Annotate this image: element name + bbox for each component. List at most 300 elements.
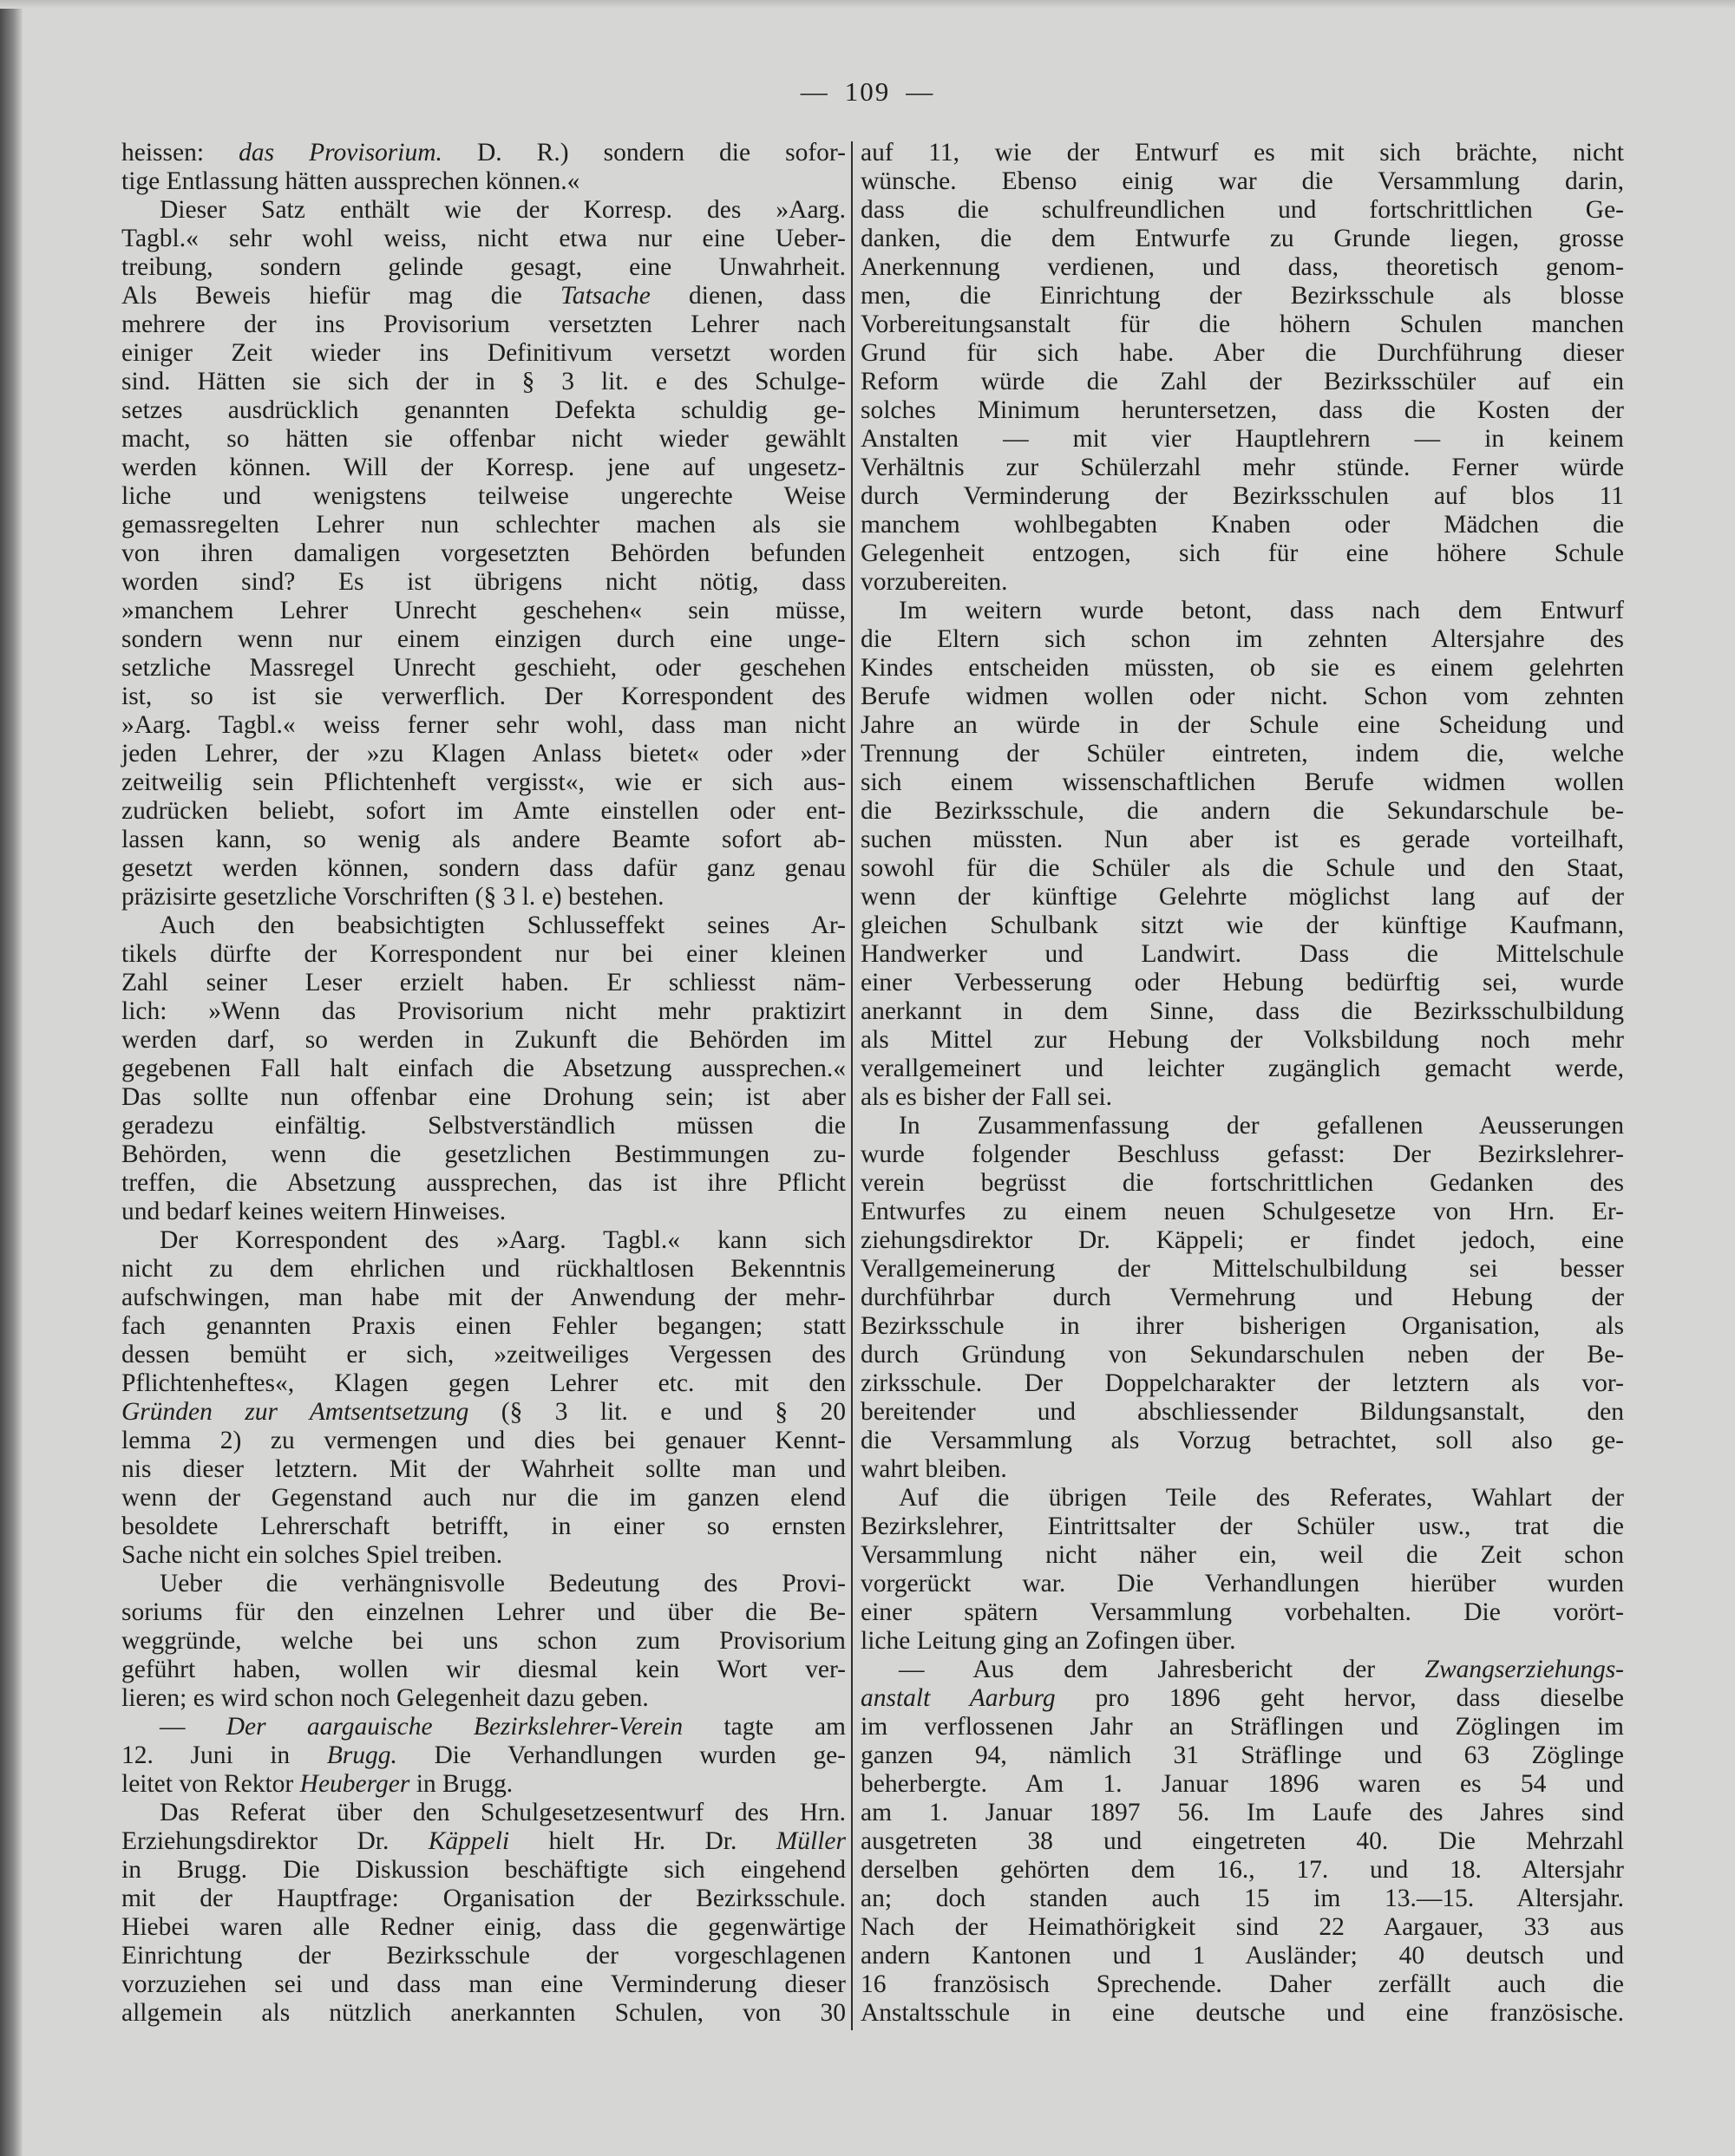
text-line [121,1713,846,1741]
text-line [861,997,1624,1026]
text-line [121,511,846,539]
text-line [121,826,846,854]
text-line [861,1541,1624,1570]
text-line [861,1255,1624,1284]
text-line [861,282,1624,310]
text-run: im verflossenen Jahr an Sträflingen und Zöglingen im [861,1713,1624,1741]
italic-emphasis: Brugg. [326,1741,397,1769]
text-run: wenn der Gegenstand auch nur die im ganzen elend [121,1484,846,1512]
text-run: Im weitern wurde betont, dass nach dem Entwurf [899,597,1624,624]
text-run: Ueber die verhängnisvolle Bedeutung des Provi- [160,1570,846,1597]
text-line [861,597,1624,625]
text-line [861,1427,1624,1455]
text-run: suchen müssten. Nun aber ist es gerade vorteilhaft, [861,826,1624,853]
text-run: durch Verminderung der Bezirksschulen auf blos 11 [861,482,1624,510]
text-line [121,1427,846,1455]
text-run: an; doch standen auch 15 im 13.—15. Altersjahr. [861,1885,1624,1912]
text-run: Bezirkslehrer, Eintrittsalter der Schüler usw., trat die [861,1512,1624,1540]
text-run: präzisirte gesetzliche Vorschriften (§ 3 l. e) bestehen. [121,883,665,911]
text-line [121,282,846,310]
text-line [861,1140,1624,1169]
text-line [861,1398,1624,1427]
text-run: soriums für den einzelnen Lehrer und über die Be- [121,1598,846,1626]
text-line [121,1455,846,1484]
text-line [121,1856,846,1885]
text-line [121,482,846,511]
text-run: Das sollte nun offenbar eine Drohung sein; ist aber [121,1083,846,1111]
text-run: andern Kantonen und 1 Ausländer; 40 deutsch und [861,1942,1624,1970]
text-run: (§ 3 lit. e und § 20 [468,1398,846,1426]
text-run: Erziehungsdirektor Dr. [121,1827,429,1855]
text-run: Das Referat über den Schulgesetzesentwurf des Hrn. [160,1799,846,1826]
text-run: Jahre an würde in der Schule eine Scheidung und [861,711,1624,739]
text-line [861,425,1624,454]
text-run: zirksschule. Der Doppelcharakter der letztern als vor- [861,1369,1624,1397]
text-run: vorgerückt war. Die Verhandlungen hierüber wurden [861,1570,1624,1597]
italic-emphasis: Der aargauische Bezirkslehrer-Verein [226,1713,684,1741]
paragraph [121,1226,846,1570]
text-run: einiger Zeit wieder ins Definitivum versetzt worden [121,339,846,367]
text-run: Hiebei waren alle Redner einig, dass die gegenwärtige [121,1913,846,1941]
text-run: wahrt bleiben. [861,1455,1007,1483]
text-run: dessen bemüht er sich, »zeitweiliges Vergessen des [121,1341,846,1369]
text-run: ausgetreten 38 und eingetreten 40. Die Mehrzahl [861,1827,1624,1855]
text-run: beherbergte. Am 1. Januar 1896 waren es 54 und [861,1770,1624,1798]
text-line [861,339,1624,368]
text-run: Vorbereitungsanstalt für die höhern Schulen manchen [861,310,1624,338]
text-line [861,1856,1624,1885]
text-run: macht, so hätten sie offenbar nicht wieder gewählt [121,425,846,453]
text-run: besoldete Lehrerschaft betrifft, in einer so ernsten [121,1512,846,1540]
text-line [121,1484,846,1512]
text-line [121,1198,846,1226]
text-run: 12. Juni in [121,1741,327,1769]
text-line [861,654,1624,683]
italic-emphasis: anstalt Aarburg [861,1684,1056,1712]
italic-emphasis: Heuberger [299,1770,410,1798]
text-line [121,396,846,425]
text-run: einer Verbesserung oder Hebung bedürftig sei, wurde [861,969,1624,996]
page-header [0,76,1735,108]
text-run: gemassregelten Lehrer nun schlechter machen als sie [121,511,846,539]
text-run: Behörden, wenn die gesetzlichen Bestimmungen zu- [121,1140,846,1168]
text-line [861,1713,1624,1741]
text-run: solches Minimum heruntersetzen, dass die Kosten der [861,396,1624,424]
text-line [861,482,1624,511]
scan-top-shadow [0,0,1735,9]
text-line [121,1255,846,1284]
text-run: lassen kann, so wenig als andere Beamte sofort ab- [121,826,846,853]
text-line [121,683,846,711]
text-line [121,454,846,482]
italic-emphasis: Tatsache [560,282,651,310]
text-run: zeitweilig sein Pflichtenheft vergisst«, wie er sich aus- [121,768,846,796]
text-run: in Brugg. [409,1770,514,1798]
text-run: Einrichtung der Bezirksschule der vorgeschlagenen [121,1942,846,1970]
text-run: heissen: [121,139,239,167]
text-run: und bedarf keines weitern Hinweises. [121,1198,507,1225]
text-run: Trennung der Schüler eintreten, indem die, welche [861,740,1624,768]
text-run: tige Entlassung hätten aussprechen können.« [121,167,580,195]
text-run: weggründe, welche bei uns schon zum Provisorium [121,1627,846,1655]
text-run: In Zusammenfassung der gefallenen Aeusserungen [899,1112,1624,1140]
text-run: lieren; es wird schon noch Gelegenheit dazu geben. [121,1684,649,1712]
text-run: Dieser Satz enthält wie der Korresp. des »Aarg. [160,196,846,224]
text-line [861,1169,1624,1198]
text-run: vorzuziehen sei und dass man eine Verminderung dieser [121,1970,846,1998]
text-run: die Versammlung als Vorzug betrachtet, soll also ge- [861,1427,1624,1454]
text-line [861,1026,1624,1055]
text-run: vorzubereiten. [861,568,1008,596]
text-run: verein begrüsst die fortschrittlichen Gedanken des [861,1169,1624,1197]
text-run: worden sind? Es ist übrigens nicht nötig, dass [121,568,846,596]
text-run: werden können. Will der Korresp. jene auf ungesetz- [121,454,846,481]
text-run: tikels dürfte der Korrespondent nur bei einer kleinen [121,940,846,968]
text-line [861,1741,1624,1770]
text-run: Grund für sich habe. Aber die Durchführung dieser [861,339,1624,367]
text-run: Auch den beabsichtigten Schlusseffekt seines Ar- [160,911,846,939]
text-run: die Eltern sich schon im zehnten Altersjahre des [861,625,1624,653]
text-run: Reform würde die Zahl der Bezirksschüler auf ein [861,368,1624,395]
text-line [121,1140,846,1169]
text-run: lemma 2) zu vermengen und dies bei genauer Kennt- [121,1427,846,1454]
text-run: dienen, dass [650,282,847,310]
text-run: sondern wenn nur einem einzigen durch eine unge- [121,625,846,653]
text-line [861,1112,1624,1140]
text-run: in Brugg. Die Diskussion beschäftigte sich eingehend [121,1856,846,1884]
text-run: D. R.) sondern die sofor- [442,139,846,167]
paragraph [121,196,846,911]
text-run: am 1. Januar 1897 56. Im Laufe des Jahres sind [861,1799,1624,1826]
text-run: — [160,1713,226,1741]
text-line [861,139,1624,167]
text-line [121,1942,846,1970]
text-line [121,1226,846,1255]
text-line [861,826,1624,854]
text-line [861,368,1624,396]
text-line [121,997,846,1026]
text-run: »Aarg. Tagbl.« weiss ferner sehr wohl, dass man nicht [121,711,846,739]
text-line [861,883,1624,911]
text-line [121,1341,846,1369]
text-line [121,167,846,196]
text-run: tagte am [683,1713,846,1741]
text-line [121,310,846,339]
text-line [121,1570,846,1598]
text-line [861,1055,1624,1083]
text-run: treffen, die Absetzung aussprechen, das ist ihre Pflicht [121,1169,846,1197]
paragraph [121,139,846,196]
text-line [121,854,846,883]
text-run: verallgemeinert und leichter zugänglich gemacht werde, [861,1055,1624,1082]
paragraph [861,1484,1624,1656]
text-run: Auf die übrigen Teile des Referates, Wahlart der [899,1484,1624,1512]
text-run: Berufe widmen wollen oder nicht. Schon vom zehnten [861,683,1624,710]
text-run: manchem wohlbegabten Knaben oder Mädchen die [861,511,1624,539]
text-line [121,339,846,368]
text-run: durchführbar durch Vermehrung und Hebung der [861,1284,1624,1311]
text-line [121,539,846,568]
text-run: lich: »Wenn das Provisorium nicht mehr praktizirt [121,997,846,1025]
text-run: setzes ausdrücklich genannten Defekta schuldig ge- [121,396,846,424]
text-line [121,1169,846,1198]
text-line [861,854,1624,883]
text-line [861,511,1624,539]
text-run: derselben gehörten dem 16., 17. und 18. Altersjahr [861,1856,1624,1884]
text-run: Der Korrespondent des »Aarg. Tagbl.« kann sich [160,1226,846,1254]
text-line [121,1026,846,1055]
left-column [121,139,846,2028]
text-run: aufschwingen, man habe mit der Anwendung der mehr- [121,1284,846,1311]
text-run: sowohl für die Schüler als die Schule und den Staat, [861,854,1624,882]
text-run: Zahl seiner Leser erzielt haben. Er schliesst näm- [121,969,846,996]
text-line [861,797,1624,826]
italic-emphasis: Müller [776,1827,847,1855]
text-line [121,1369,846,1398]
text-line [861,1913,1624,1942]
text-line [861,1656,1624,1684]
paragraph [121,1570,846,1713]
text-run: sich einem wissenschaftlichen Berufe widmen wollen [861,768,1624,796]
header-dash-right: — [906,76,935,107]
text-line [121,768,846,797]
text-line [121,568,846,597]
text-run: geführt haben, wollen wir diesmal kein Wort ver- [121,1656,846,1683]
text-line [121,425,846,454]
text-line [121,597,846,625]
paragraph [121,911,846,1226]
header-dash-left: — [800,76,829,107]
text-line [121,1999,846,2028]
page-number: 109 [844,76,891,107]
text-run: jeden Lehrer, der »zu Klagen Anlass bietet« oder »der [121,740,846,768]
text-line [121,1512,846,1541]
text-run: fach genannten Praxis einen Fehler begangen; statt [121,1312,846,1340]
text-run: bereitender und abschliessender Bildungsanstalt, den [861,1398,1624,1426]
text-line [121,1770,846,1799]
text-line [861,940,1624,969]
text-run: Als Beweis hiefür mag die [121,282,561,310]
text-run: liche und wenigstens teilweise ungerechte Weise [121,482,846,510]
text-run: Versammlung nicht näher ein, weil die Zeit schon [861,1541,1624,1569]
text-run: dass die schulfreundlichen und fortschrittlichen Ge- [861,196,1624,224]
text-run: hielt Hr. Dr. [509,1827,776,1855]
text-line [861,310,1624,339]
text-line [861,539,1624,568]
text-run: Die Verhandlungen wurden ge- [396,1741,846,1769]
text-run: wünsche. Ebenso einig war die Versammlung darin, [861,167,1624,195]
text-line [121,797,846,826]
text-line [861,1083,1624,1112]
text-run: danken, die dem Entwurfe zu Grunde liegen, grosse [861,225,1624,252]
text-line [861,1770,1624,1799]
text-line [121,1913,846,1942]
text-run: geradezu einfältig. Selbstverständlich müssen die [121,1112,846,1140]
text-line [121,883,846,911]
text-run: pro 1896 geht hervor, dass dieselbe [1055,1684,1624,1712]
text-line [861,1999,1624,2028]
text-line [861,768,1624,797]
text-run: men, die Einrichtung der Bezirksschule als blosse [861,282,1624,310]
text-line [121,1827,846,1856]
right-column [861,139,1624,2028]
text-line [121,1885,846,1913]
text-run: nis dieser letztern. Mit der Wahrheit sollte man und [121,1455,846,1483]
paragraph [861,597,1624,1112]
text-line [121,196,846,225]
text-line [121,1284,846,1312]
text-line [861,167,1624,196]
column-divider [851,141,853,2030]
text-run: gleichen Schulbank sitzt wie der künftige Kaufmann, [861,911,1624,939]
text-line [121,1055,846,1083]
text-line [121,1598,846,1627]
text-line [861,196,1624,225]
text-run: Tagbl.« sehr wohl weiss, nicht etwa nur eine Ueber- [121,225,846,252]
text-run: allgemein als nützlich anerkannten Schulen, von 30 [121,1999,846,2027]
text-line [121,940,846,969]
text-run: Verallgemeinerung der Mittelschulbildung sei besser [861,1255,1624,1283]
text-run: »manchem Lehrer Unrecht geschehen« sein müsse, [121,597,846,624]
text-line [861,1970,1624,1999]
text-line [861,454,1624,482]
text-run: zudrücken beliebt, sofort im Amte einstellen oder ent- [121,797,846,825]
text-run: gesetzt werden können, sondern dass dafür ganz genau [121,854,846,882]
text-line [121,1656,846,1684]
italic-emphasis: Käppeli [428,1827,510,1855]
text-run: Gelegenheit entzogen, sich für eine höhere Schule [861,539,1624,567]
text-line [861,1455,1624,1484]
text-run: wenn der künftige Gelehrte möglichst lang auf der [861,883,1624,911]
text-line [861,1627,1624,1656]
text-line [861,740,1624,768]
text-line [861,911,1624,940]
text-line [861,1198,1624,1226]
text-line [121,1083,846,1112]
text-line [861,1312,1624,1341]
text-line [861,711,1624,740]
text-run: ganzen 94, nämlich 31 Sträflinge und 63 Zöglinge [861,1741,1624,1769]
text-run: Verhältnis zur Schülerzahl mehr stünde. Ferner würde [861,454,1624,481]
paragraph [861,1112,1624,1484]
text-run: leitet von Rektor [121,1770,300,1798]
italic-emphasis: Gründen zur Amtsentsetzung [121,1398,469,1426]
text-run: Handwerker und Landwirt. Dass die Mittelschule [861,940,1624,968]
text-line [121,654,846,683]
text-line [121,1684,846,1713]
text-line [121,225,846,253]
text-line [121,1741,846,1770]
text-line [861,1942,1624,1970]
text-line [121,740,846,768]
paragraph [121,1799,846,2028]
text-run: von ihren damaligen vorgesetzten Behörden befunden [121,539,846,567]
text-line [121,911,846,940]
text-line [861,1484,1624,1512]
text-line [861,225,1624,253]
text-line [121,625,846,654]
text-line [861,625,1624,654]
text-run: ziehungsdirektor Dr. Käppeli; er findet jedoch, eine [861,1226,1624,1254]
text-line [861,1684,1624,1713]
text-run: liche Leitung ging an Zofingen über. [861,1627,1236,1655]
text-run: nicht zu dem ehrlichen und rückhaltlosen Bekenntnis [121,1255,846,1283]
text-line [861,1885,1624,1913]
text-run: Kindes entscheiden müssten, ob sie es einem gelehrten [861,654,1624,682]
text-line [861,683,1624,711]
text-run: Bezirksschule in ihrer bisherigen Organisation, als [861,1312,1624,1340]
text-line [121,711,846,740]
text-line [861,1598,1624,1627]
text-line [861,1284,1624,1312]
text-run: Nach der Heimathörigkeit sind 22 Aargauer, 33 aus [861,1913,1624,1941]
text-line [121,1541,846,1570]
paragraph [861,139,1624,597]
text-run: die Bezirksschule, die andern die Sekundarschule be- [861,797,1624,825]
text-run: Entwurfes zu einem neuen Schulgesetze von Hrn. Er- [861,1198,1624,1225]
text-run: werden darf, so werden in Zukunft die Behörden im [121,1026,846,1054]
text-line [861,253,1624,282]
text-line [121,1398,846,1427]
text-run: Pflichtenheftes«, Klagen gegen Lehrer etc. mit den [121,1369,846,1397]
text-run: durch Gründung von Sekundarschulen neben der Be- [861,1341,1624,1369]
text-run: mehrere der ins Provisorium versetzten Lehrer nach [121,310,846,338]
text-line [121,368,846,396]
text-line [121,139,846,167]
text-run: anerkannt in dem Sinne, dass die Bezirksschulbildung [861,997,1624,1025]
text-line [121,1312,846,1341]
text-run: sind. Hätten sie sich der in § 3 lit. e des Schulge- [121,368,846,395]
text-line [121,1970,846,1999]
text-run: Anstaltsschule in eine deutsche und eine französische. [861,1999,1624,2027]
text-run: einer spätern Versammlung vorbehalten. Die vorört- [861,1598,1624,1626]
text-line [121,969,846,997]
text-line [861,1226,1624,1255]
italic-emphasis: das Provisorium. [239,139,442,167]
text-line [121,253,846,282]
text-line [121,1799,846,1827]
text-line [121,1627,846,1656]
text-line [121,1112,846,1140]
text-run: als Mittel zur Hebung der Volksbildung noch mehr [861,1026,1624,1054]
text-line [861,969,1624,997]
text-run: 16 französisch Sprechende. Daher zerfällt auch die [861,1970,1624,1998]
text-run: als es bisher der Fall sei. [861,1083,1113,1111]
text-line [861,396,1624,425]
paragraph [121,1713,846,1799]
text-run: treibung, sondern gelinde gesagt, eine Unwahrheit. [121,253,846,281]
text-run: Anstalten — mit vier Hauptlehrern — in keinem [861,425,1624,453]
text-run: Anerkennung verdienen, und dass, theoretisch genom- [861,253,1624,281]
text-line [861,1799,1624,1827]
text-run: auf 11, wie der Entwurf es mit sich brächte, nicht [861,139,1624,167]
text-run: setzliche Massregel Unrecht geschieht, oder geschehen [121,654,846,682]
text-line [861,1369,1624,1398]
text-run: mit der Hauptfrage: Organisation der Bezirksschule. [121,1885,846,1912]
text-line [861,568,1624,597]
paragraph [861,1656,1624,2028]
text-line [861,1512,1624,1541]
text-run: Sache nicht ein solches Spiel treiben. [121,1541,503,1569]
text-line [861,1570,1624,1598]
text-run: — Aus dem Jahresbericht der [899,1656,1425,1683]
text-run: ist, so ist sie verwerflich. Der Korrespondent des [121,683,846,710]
italic-emphasis: Zwangserziehungs- [1424,1656,1624,1683]
text-run: gegebenen Fall halt einfach die Absetzung aussprechen.« [121,1055,846,1082]
text-run: wurde folgender Beschluss gefasst: Der Bezirkslehrer- [861,1140,1624,1168]
text-line [861,1827,1624,1856]
scan-edge-shadow [0,0,23,2156]
